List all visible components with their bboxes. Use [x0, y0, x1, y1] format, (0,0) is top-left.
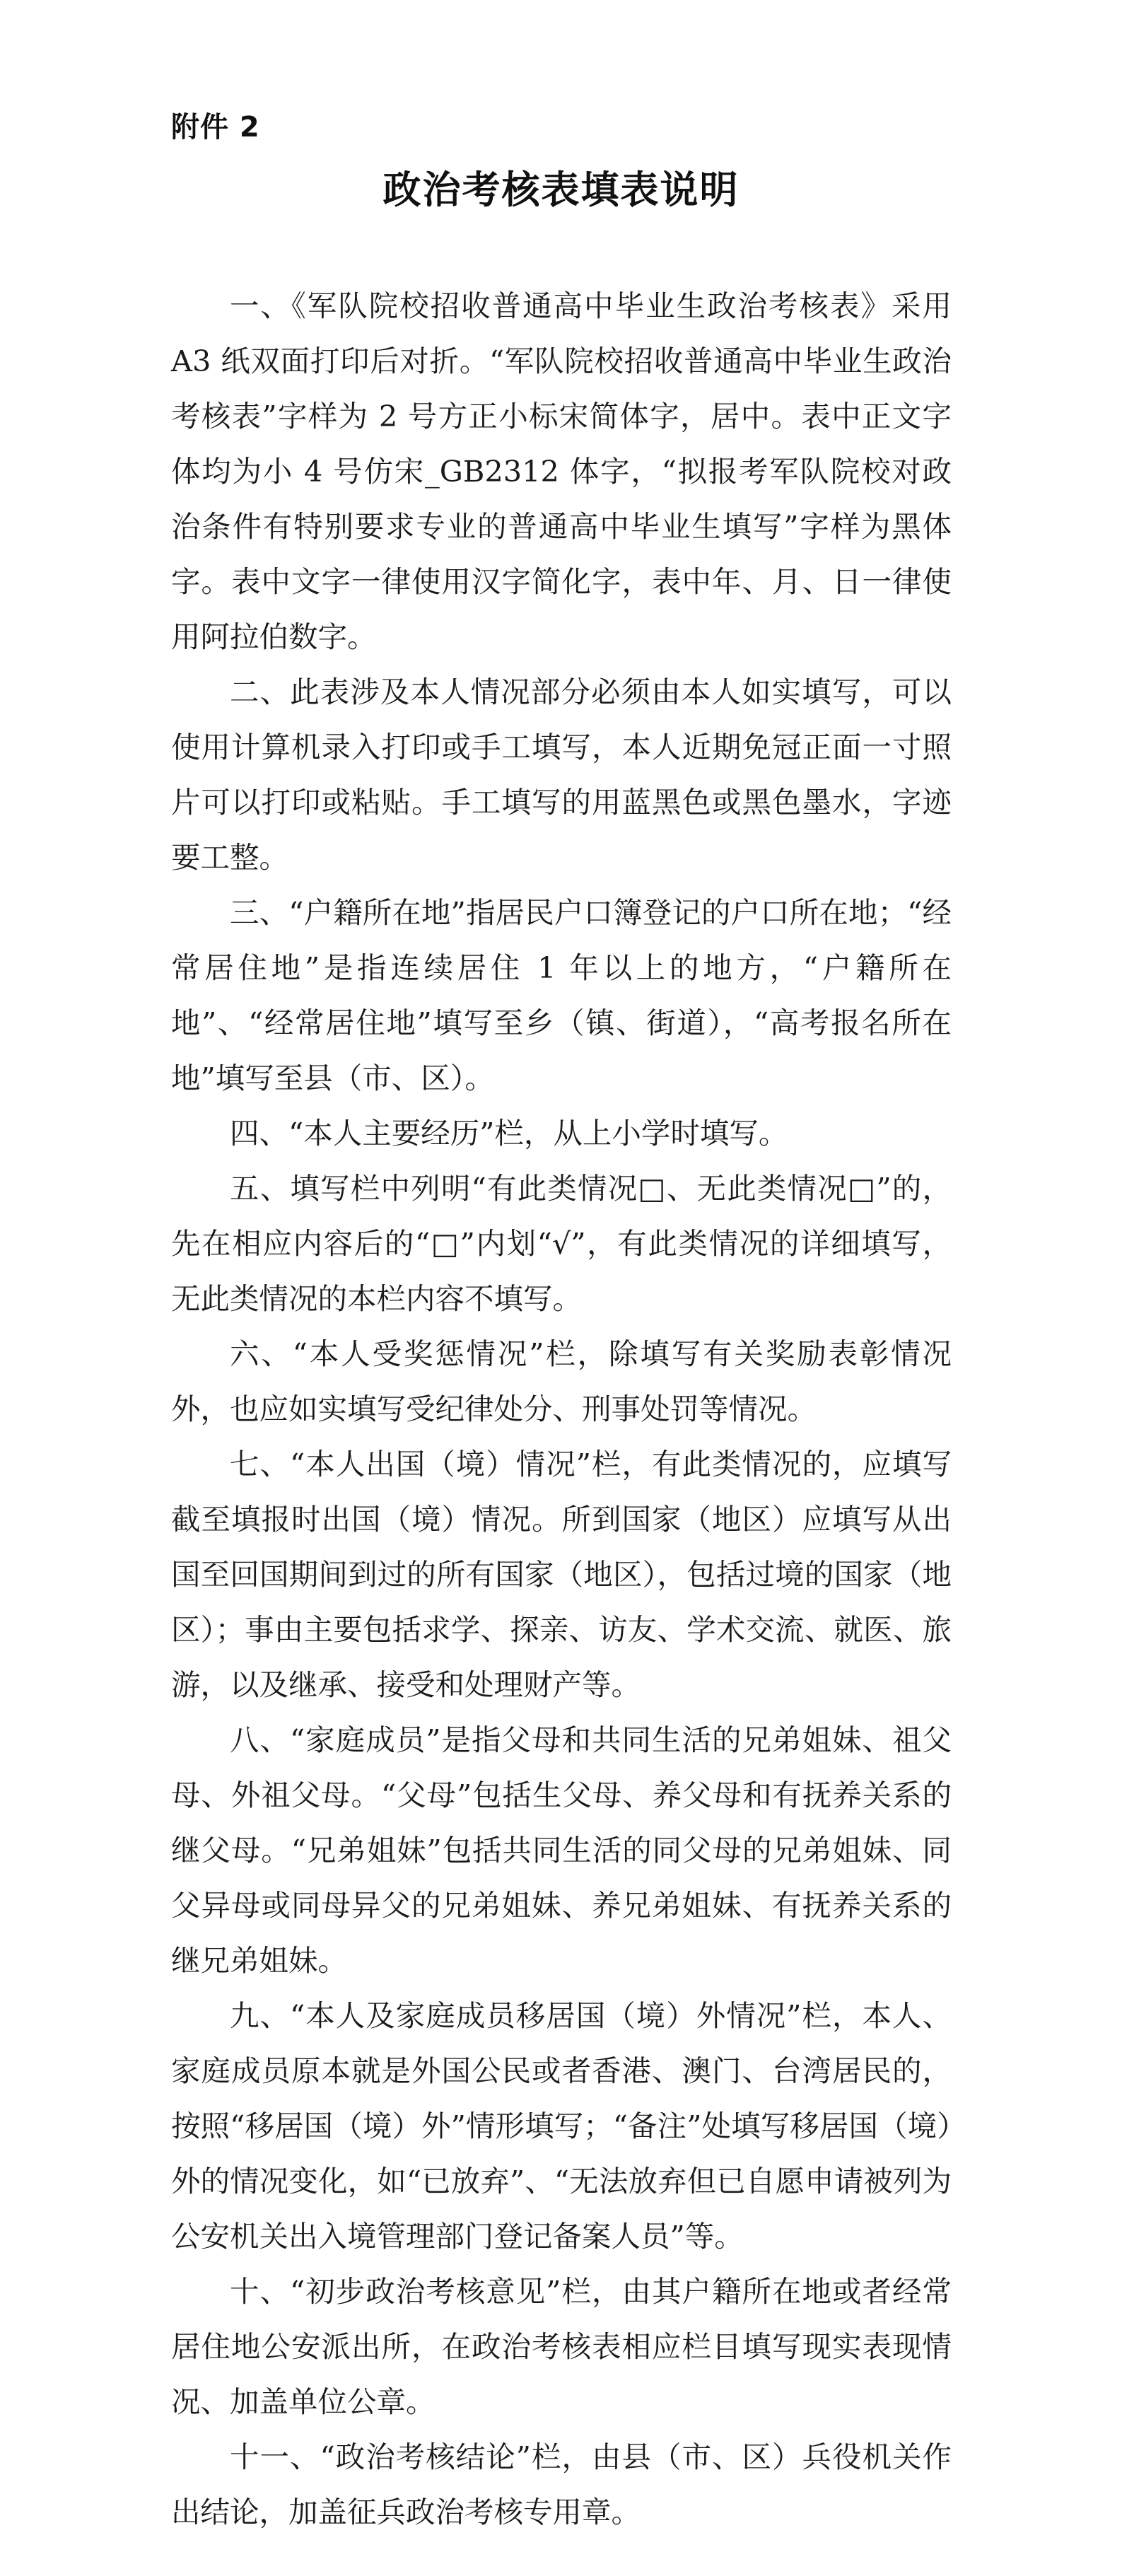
- paragraph-6: 六、“本人受奖惩情况”栏，除填写有关奖励表彰情况外，也应如实填写受纪律处分、刑事处罚等情况。: [171, 1336, 952, 1426]
- paragraph-2: 二、此表涉及本人情况部分必须由本人如实填写，可以使用计算机录入打印或手工填写，本人近期免冠正面一寸照片可以打印或粘贴。手工填写的用蓝黑色或黑色墨水，字迹要工整。: [171, 675, 952, 875]
- paragraph-11: 十一、“政治考核结论”栏，由县（市、区）兵役机关作出结论，加盖征兵政治考核专用章。: [171, 2440, 952, 2529]
- paragraph-3: 三、“户籍所在地”指居民户口簿登记的户口所在地；“经常居住地”是指连续居住 1 年以上的地方，“户籍所在地”、“经常居住地”填写至乡（镇、街道），“高考报名所在地”填写至县（市、区）。: [171, 895, 952, 1095]
- paragraph-5: 五、填写栏中列明“有此类情况□、无此类情况□”的，先在相应内容后的“□”内划“√”，有此类情况的详细填写，无此类情况的本栏内容不填写。: [171, 1171, 952, 1316]
- paragraph-8: 八、“家庭成员”是指父母和共同生活的兄弟姐妹、祖父母、外祖父母。“父母”包括生父母、养父母和有抚养关系的继父母。“兄弟姐妹”包括共同生活的同父母的兄弟姐妹、同父异母或同母异父的兄弟姐妹、养兄弟姐妹、有抚养关系的继兄弟姐妹。: [171, 1723, 952, 1978]
- paragraph-4: 四、“本人主要经历”栏，从上小学时填写。: [230, 1116, 788, 1150]
- paragraph-10: 十、“初步政治考核意见”栏，由其户籍所在地或者经常居住地公安派出所，在政治考核表相应栏目填写现实表现情况、加盖单位公章。: [171, 2274, 952, 2419]
- document-title: 政治考核表填表说明: [382, 168, 740, 212]
- document-body: [171, 279, 952, 2540]
- paragraph-1: 一、《军队院校招收普通高中毕业生政治考核表》采用A3 纸双面打印后对折。“军队院校招收普通高中毕业生政治考核表”字样为 2 号方正小标宋简体字，居中。表中正文字体均为小 4 号仿宋_GB2312 体字，“拟报考军队院校对政治条件有特别要求专业的普通高中毕业生填写”字样为黑体字。表中文字一律使用汉字简化字，表中年、月、日一律使用阿拉伯数字。: [171, 289, 952, 654]
- paragraph-7: 七、“本人出国（境）情况”栏，有此类情况的，应填写截至填报时出国（境）情况。所到国家（地区）应填写从出国至回国期间到过的所有国家（地区），包括过境的国家（地区）；事由主要包括求学、探亲、访友、学术交流、就医、旅游，以及继承、接受和处理财产等。: [171, 1447, 952, 1702]
- attachment-label: 附件 2: [171, 111, 260, 144]
- paragraph-9: 九、“本人及家庭成员移居国（境）外情况”栏，本人、家庭成员原本就是外国公民或者香港、澳门、台湾居民的，按照“移居国（境）外”情形填写；“备注”处填写移居国（境）外的情况变化，如“已放弃”、“无法放弃但已自愿申请被列为公安机关出入境管理部门登记备案人员”等。: [171, 1998, 952, 2254]
